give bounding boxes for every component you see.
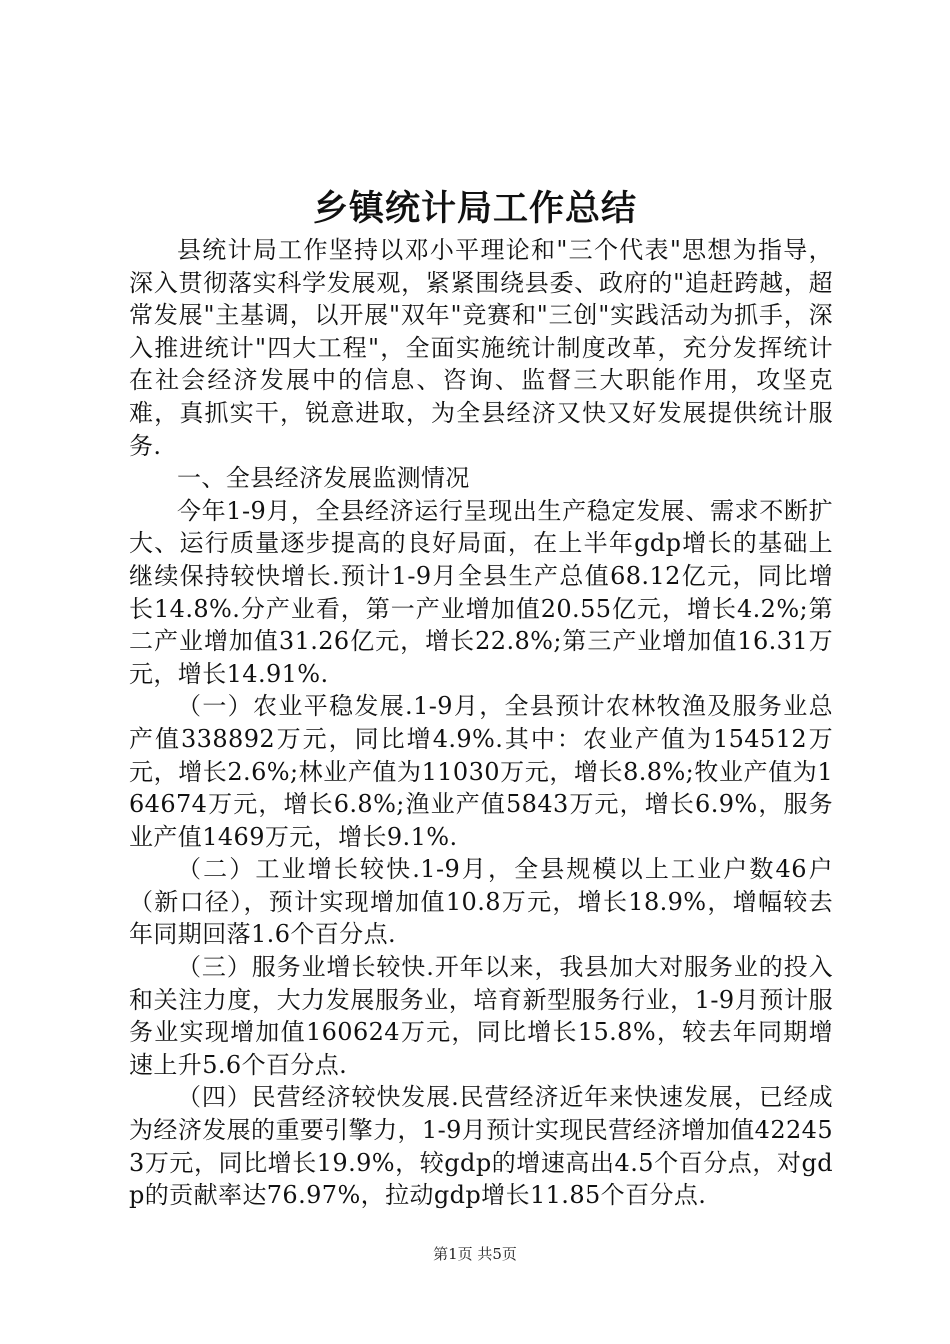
- document-title: 乡镇统计局工作总结: [312, 189, 637, 229]
- section-heading: 一、全县经济发展监测情况: [177, 464, 470, 493]
- services-paragraph: （三）服务业增长较快.开年以来，我县加大对服务业的投入和关注力度，大力发展服务业，培育新型服务行业，1-9月预计服务业实现增加值160624万元，同比增长15.8%，较去年同期增速上升5.6个百分点.: [129, 953, 833, 1079]
- intro-paragraph: 县统计局工作坚持以邓小平理论和"三个代表"思想为指导，深入贯彻落实科学发展观，紧紧围绕县委、政府的"追赶跨越，超常发展"主基调，以开展"双年"竞赛和"三创"实践活动为抓手，深入推进统计"四大工程"，全面实施统计制度改革，充分发挥统计在社会经济发展中的信息、咨询、监督三大职能作用，攻坚克难，真抓实干，锐意进取，为全县经济又快又好发展提供统计服务.: [129, 236, 833, 460]
- overview-paragraph: 今年1-9月，全县经济运行呈现出生产稳定发展、需求不断扩大、运行质量逐步提高的良好局面，在上半年gdp增长的基础上继续保持较快增长.预计1-9月全县生产总值68.12亿元，同比增长14.8%.分产业看，第一产业增加值20.55亿元，增长4.2%;第二产业增加值31.26亿元，增长22.8%;第三产业增加值16.31万元，增长14.91%.: [129, 496, 833, 688]
- private-economy-paragraph: （四）民营经济较快发展.民营经济近年来快速发展，已经成为经济发展的重要引擎力，1-9月预计实现民营经济增加值422453万元，同比增长19.9%，较gdp的增速高出4.5个百分点，对gdp的贡献率达76.97%，拉动gdp增长11.85个百分点.: [129, 1083, 833, 1210]
- industry-paragraph: （二）工业增长较快.1-9月，全县规模以上工业户数46户（新口径），预计实现增加值10.8万元，增长18.9%，增幅较去年同期回落1.6个百分点.: [129, 855, 833, 949]
- agriculture-paragraph: （一）农业平稳发展.1-9月，全县预计农林牧渔及服务业总产值338892万元，同比增4.9%.其中：农业产值为154512万元，增长2.6%;林业产值为11030万元，增长8.8%;牧业产值为164674万元，增长6.8%;渔业产值5843万元，增长6.9%，服务业产值1469万元，增长9.1%.: [129, 692, 833, 851]
- document-body: [129, 234, 833, 1212]
- page-footer: 第1页 共5页: [433, 1245, 517, 1263]
